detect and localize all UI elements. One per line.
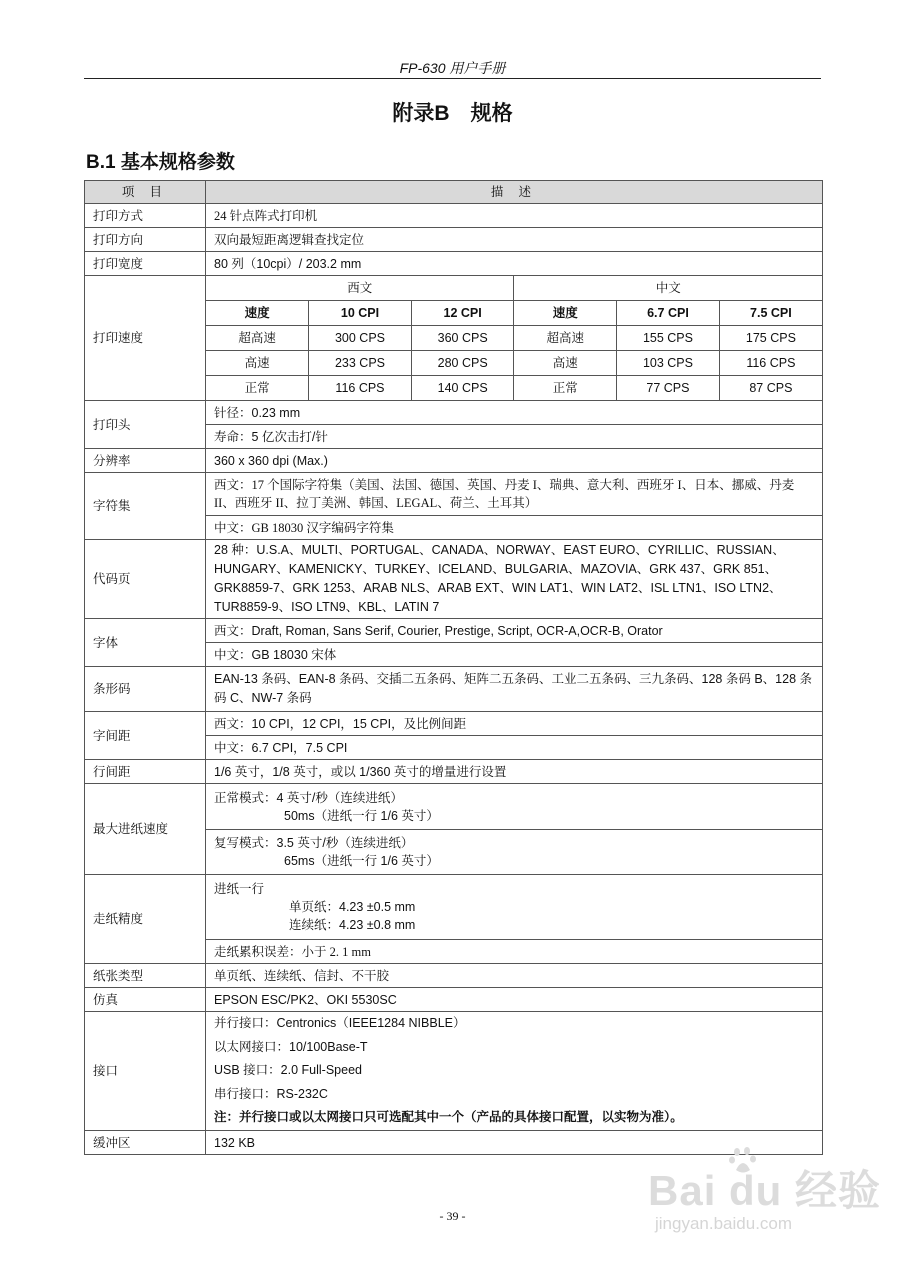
row-value: 132 KB [206,1131,823,1155]
row-value [206,875,823,940]
table-row [85,449,823,473]
row-value [206,784,823,830]
chinese-header: 中文 [514,276,822,301]
speed-cell: 87 CPS [719,376,822,401]
speed-cell: 116 CPS [719,351,822,376]
interface-line: 串行接口：RS-232C [214,1086,328,1101]
col-item-header: 项 目 [85,181,206,204]
row-value: 双向最短距离逻辑查找定位 [206,228,823,252]
row-label: 打印速度 [85,276,206,401]
row-label: 字体 [85,619,206,667]
table-row [85,473,823,516]
table-row [85,204,823,228]
watermark-brand: Bai du 经验 [648,1167,882,1214]
speed-cell: 超高速 [206,326,309,351]
row-label: 纸张类型 [85,964,206,988]
interface-line: 并行接口：Centronics（IEEE1284 NIBBLE） [214,1016,466,1031]
spec-table [84,180,823,1155]
speed-cell: 高速 [514,351,617,376]
row-value: 中文：6.7 CPI，7.5 CPI [206,736,823,760]
row-value: 80 列（10cpi）/ 203.2 mm [206,252,823,276]
table-row [85,228,823,252]
appendix-title: 附录B 规格 [392,102,513,125]
row-value [206,1012,823,1131]
speed-cell: 高速 [206,351,309,376]
row-value: 走纸累积误差：小于 2. 1 mm [206,940,823,964]
feed-accuracy-line: 进纸一行 [214,882,265,896]
row-value: 西文：17 个国际字符集（美国、法国、德国、英国、丹麦 I、瑞典、意大利、西班牙 I、日本、挪威、丹麦 II、西班牙 II、拉丁美洲、韩国、LEGAL、荷兰、土耳其） [206,473,823,516]
table-row [85,276,823,401]
row-label: 行间距 [85,760,206,784]
table-row [85,1012,823,1131]
speed-cell: 正常 [206,376,309,401]
speed-row [206,351,822,376]
feed-speed-line: 65ms（进纸一行 1/6 英寸） [284,854,439,868]
table-row [85,401,823,425]
row-label: 打印宽度 [85,252,206,276]
speed-cell: 103 CPS [617,351,720,376]
table-row [85,540,823,619]
interface-line: 以太网接口：10/100Base-T [214,1039,368,1054]
table-row [85,1131,823,1155]
row-value: 1/6 英寸，1/8 英寸，或以 1/360 英寸的增量进行设置 [206,760,823,784]
speed-col-header: 速度 [206,301,309,326]
feed-speed-line: 正常模式：4 英寸/秒（连续进纸） [214,791,403,805]
header-rule [84,78,821,79]
table-row [85,988,823,1012]
table-row [85,252,823,276]
speed-cell: 140 CPS [411,376,514,401]
feed-accuracy-line: 单页纸：4.23 ±0.5 mm [289,900,416,914]
speed-cell: 正常 [514,376,617,401]
row-label: 字间距 [85,712,206,760]
row-label: 接口 [85,1012,206,1131]
speed-cell: 280 CPS [411,351,514,376]
row-value: 寿命：5 亿次击打/针 [206,425,823,449]
speed-col-header: 12 CPI [411,301,514,326]
speed-cell: 155 CPS [617,326,720,351]
row-label: 打印方向 [85,228,206,252]
row-value [206,830,823,875]
speed-cell: 116 CPS [309,376,412,401]
row-label: 字符集 [85,473,206,540]
table-row [85,784,823,830]
table-row [85,875,823,940]
row-value: 中文：GB 18030 宋体 [206,643,823,667]
watermark-url: jingyan.baidu.com [655,1214,793,1233]
row-label: 代码页 [85,540,206,619]
print-speed-cell [206,276,823,401]
speed-cell: 233 CPS [309,351,412,376]
row-label: 缓冲区 [85,1131,206,1155]
row-value: 单页纸、连续纸、信封、不干胶 [206,964,823,988]
row-label: 分辨率 [85,449,206,473]
row-value: 24 针点阵式打印机 [206,204,823,228]
table-row [85,964,823,988]
page-number: - 39 - [439,1209,466,1223]
row-value: 28 种：U.S.A、MULTI、PORTUGAL、CANADA、NORWAY、EAST EURO、CYRILLIC、RUSSIAN、HUNGARY、KAMENICKY、TURKEY、ICELAND、BULGARIA、MAZOVIA、GRK 437、GRK 851、GRK8859-7、GRK 1253、ARAB NLS、ARAB EXT、WIN LAT1、WIN LAT2、ISL LTN1、ISO LTN2、TUR8859-9、ISO LTN9、KBL、LATIN 7 [206,540,823,619]
speed-cell: 300 CPS [309,326,412,351]
feed-speed-line: 50ms（进纸一行 1/6 英寸） [284,809,439,823]
speed-col-header: 速度 [514,301,617,326]
section-title: B.1 基本规格参数 [86,152,235,173]
speed-cell: 超高速 [514,326,617,351]
speed-col-header: 10 CPI [309,301,412,326]
speed-cell: 360 CPS [411,326,514,351]
speed-row [206,326,822,351]
speed-col-header: 7.5 CPI [719,301,822,326]
table-row [85,712,823,736]
table-header-row [85,181,823,204]
header-title: FP-630 用户手册 [399,60,506,76]
row-value: 西文：Draft, Roman, Sans Serif, Courier, Prestige, Script, OCR-A,OCR-B, Orator [206,619,823,643]
row-label: 打印头 [85,401,206,449]
table-row [85,667,823,712]
print-speed-table [206,276,822,400]
speed-col-header: 6.7 CPI [617,301,720,326]
row-label: 仿真 [85,988,206,1012]
row-label: 打印方式 [85,204,206,228]
western-header: 西文 [206,276,514,301]
row-value: 西文：10 CPI，12 CPI，15 CPI，及比例间距 [206,712,823,736]
row-value: 360 x 360 dpi (Max.) [206,449,823,473]
speed-row [206,376,822,401]
speed-cell: 77 CPS [617,376,720,401]
interface-line: USB 接口：2.0 Full-Speed [214,1063,362,1078]
speed-header-row [206,301,822,326]
row-value: 中文：GB 18030 汉字编码字符集 [206,516,823,540]
table-row [85,760,823,784]
row-value: EPSON ESC/PK2、OKI 5530SC [206,988,823,1012]
speed-cell: 175 CPS [719,326,822,351]
row-label: 条形码 [85,667,206,712]
feed-accuracy-line: 连续纸：4.23 ±0.8 mm [289,918,416,932]
row-label: 最大进纸速度 [85,784,206,875]
row-value: EAN-13 条码、EAN-8 条码、交插二五条码、矩阵二五条码、工业二五条码、三九条码、128 条码 B、128 条码 C、NW-7 条码 [206,667,823,712]
row-label: 走纸精度 [85,875,206,964]
col-desc-header: 描 述 [206,181,823,204]
feed-speed-line: 复写模式：3.5 英寸/秒（连续进纸） [214,836,414,850]
table-row [85,619,823,643]
interface-note: 注：并行接口或以太网接口只可选配其中一个（产品的具体接口配置，以实物为准）。 [214,1110,683,1125]
row-value: 针径：0.23 mm [206,401,823,425]
